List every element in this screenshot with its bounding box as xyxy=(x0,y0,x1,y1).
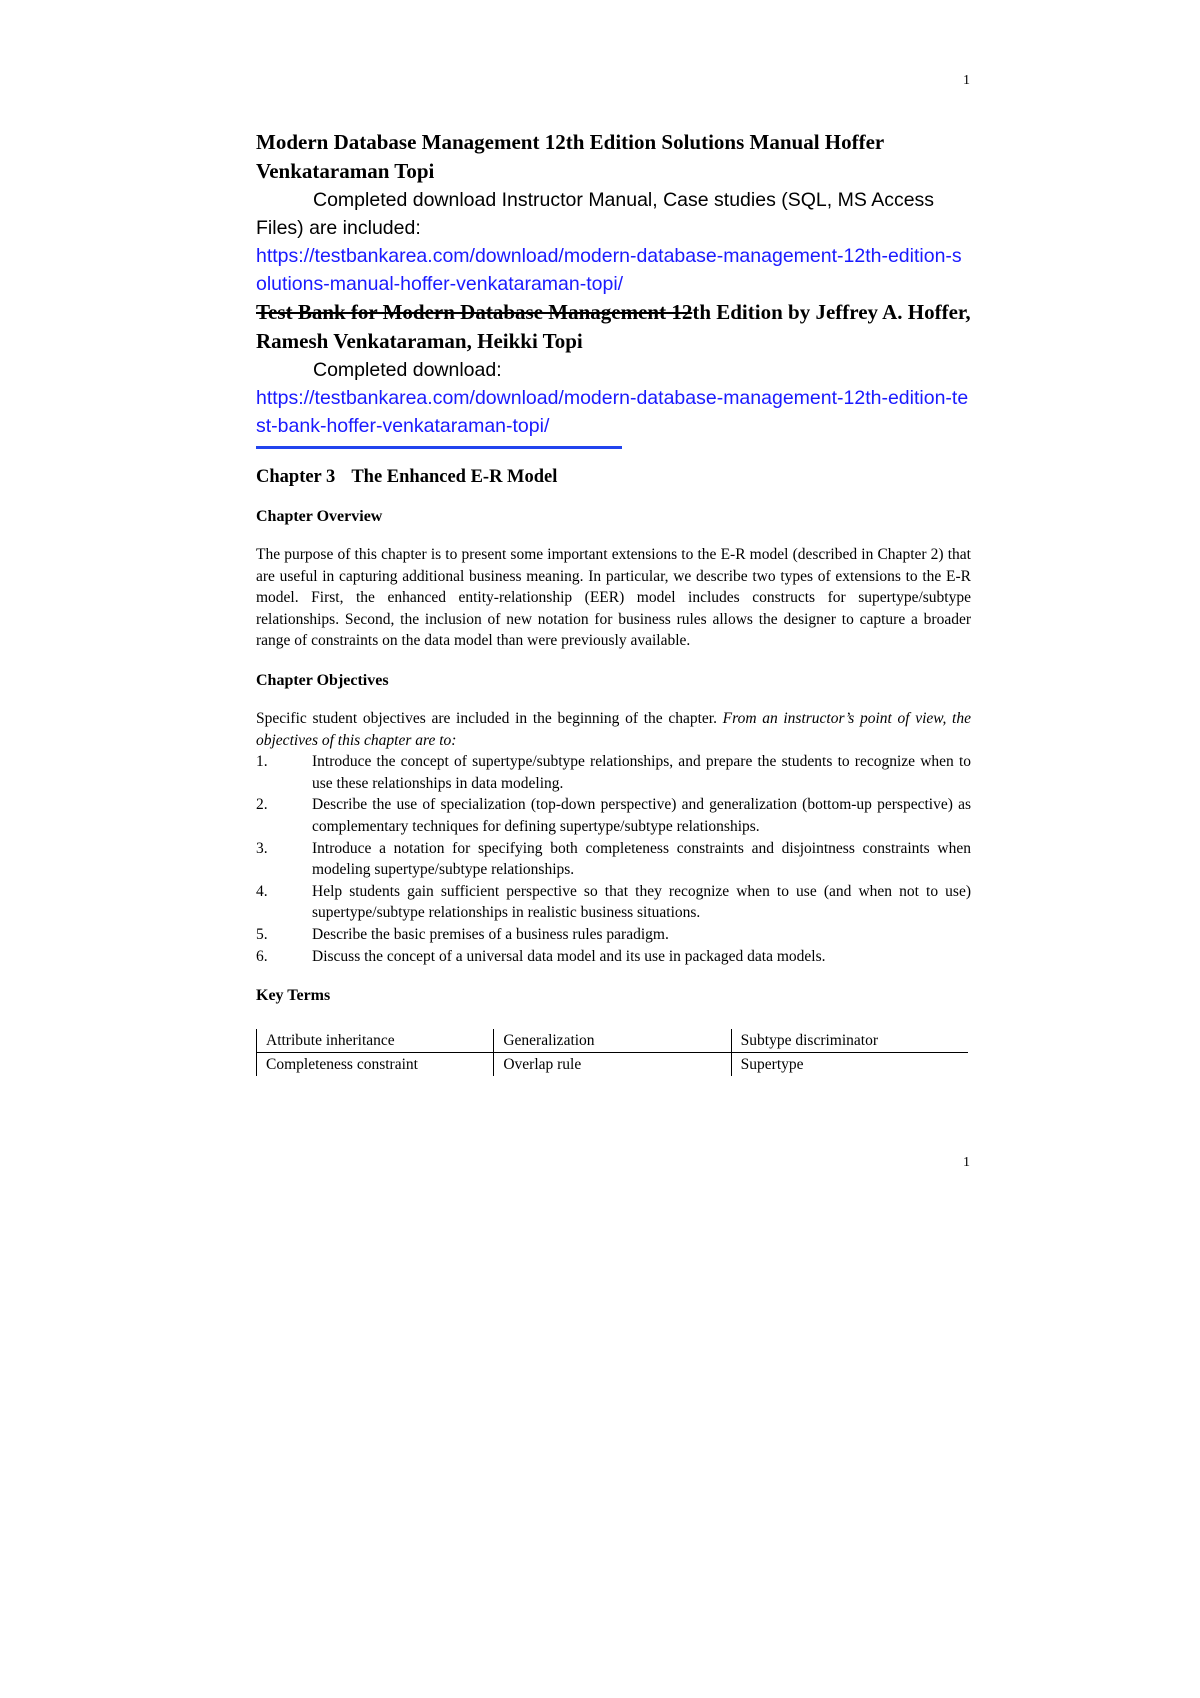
list-item: 5. Describe the basic premises of a business rules paradigm. xyxy=(256,925,669,943)
list-item: 3. Introduce a notation for specifying both completeness constraints and disjointness constraints when modeling supertype/subtype relationships. xyxy=(256,839,971,879)
list-item: 6. Discuss the concept of a universal data model and its use in packaged data models. xyxy=(256,947,826,965)
solutions-description: Completed download Instructor Manual, Case studies (SQL, MS Access Files) are included: xyxy=(256,189,935,239)
table-cell: Attribute inheritance xyxy=(257,1029,494,1053)
objectives-intro-italic: From an instructor’s point of view, the objectives of this chapter are to: xyxy=(256,709,971,749)
overview-paragraph: The purpose of this chapter is to present some important extensions to the E-R model (described in Chapter 2) that are useful in capturing additional business meaning. In particular, we describe two types of extensions to the E-R model. First, the enhanced entity-relationship (EER) model includes constructs for supertype/subtype relationships. Second, the inclusion of new notation for business rules allows the designer to capture a broader range of constraints on the data model than were previously available. xyxy=(256,546,971,650)
separator-line xyxy=(256,446,622,449)
page-number-top: 1 xyxy=(963,73,970,88)
table-row xyxy=(257,1029,969,1053)
test-bank-title-struck: Test Bank for Modern Database Management 12 xyxy=(256,300,693,324)
objectives-list xyxy=(256,751,971,967)
solutions-manual-link[interactable]: https://testbankarea.com/download/modern-database-management-12th-edition-solutions-manual-hoffer-venkataraman-topi/ xyxy=(256,245,962,295)
overview-heading: Chapter Overview xyxy=(256,508,383,525)
document-body xyxy=(256,128,971,1076)
table-cell: Generalization xyxy=(494,1029,731,1053)
test-bank-link[interactable]: https://testbankarea.com/download/modern-database-management-12th-edition-test-bank-hoffer-venkataraman-topi/ xyxy=(256,387,969,437)
objectives-intro xyxy=(256,708,971,751)
test-bank-title-rest: th Edition by Jeffrey A. Hoffer, Ramesh Venkataraman, Heikki Topi xyxy=(256,300,971,353)
table-cell: Completeness constraint xyxy=(257,1053,494,1077)
list-item: 2. Describe the use of specialization (top-down perspective) and generalization (bottom-up perspective) as complementary techniques for defining supertype/subtype relationships. xyxy=(256,796,971,835)
page-number-bottom: 1 xyxy=(963,1155,970,1170)
key-terms-heading: Key Terms xyxy=(256,987,331,1005)
table-row xyxy=(257,1053,969,1077)
list-item: 4. Help students gain sufficient perspective so that they recognize when to use (and when not to use) supertype/subtype relationships in realistic business situations. xyxy=(256,882,971,922)
chapter-heading xyxy=(256,467,971,488)
table-cell: Subtype discriminator xyxy=(731,1029,968,1053)
document-title: Modern Database Management 12th Edition Solutions Manual Hoffer Venkataraman Topi xyxy=(256,130,884,183)
chapter-title: The Enhanced E-R Model xyxy=(351,467,558,487)
objectives-heading: Chapter Objectives xyxy=(256,671,389,689)
test-bank-description: Completed download: xyxy=(313,359,502,381)
chapter-number: Chapter 3 xyxy=(256,467,336,487)
table-cell: Overlap rule xyxy=(494,1053,731,1077)
test-bank-title xyxy=(256,298,971,356)
table-cell: Supertype xyxy=(731,1053,968,1077)
key-terms-table xyxy=(256,1029,968,1076)
objectives-intro-text: Specific student objectives are included in the beginning of the chapter. xyxy=(256,709,717,727)
list-item: 1. Introduce the concept of supertype/subtype relationships, and prepare the students to recognize when to use these relationships in data modeling. xyxy=(256,753,971,792)
